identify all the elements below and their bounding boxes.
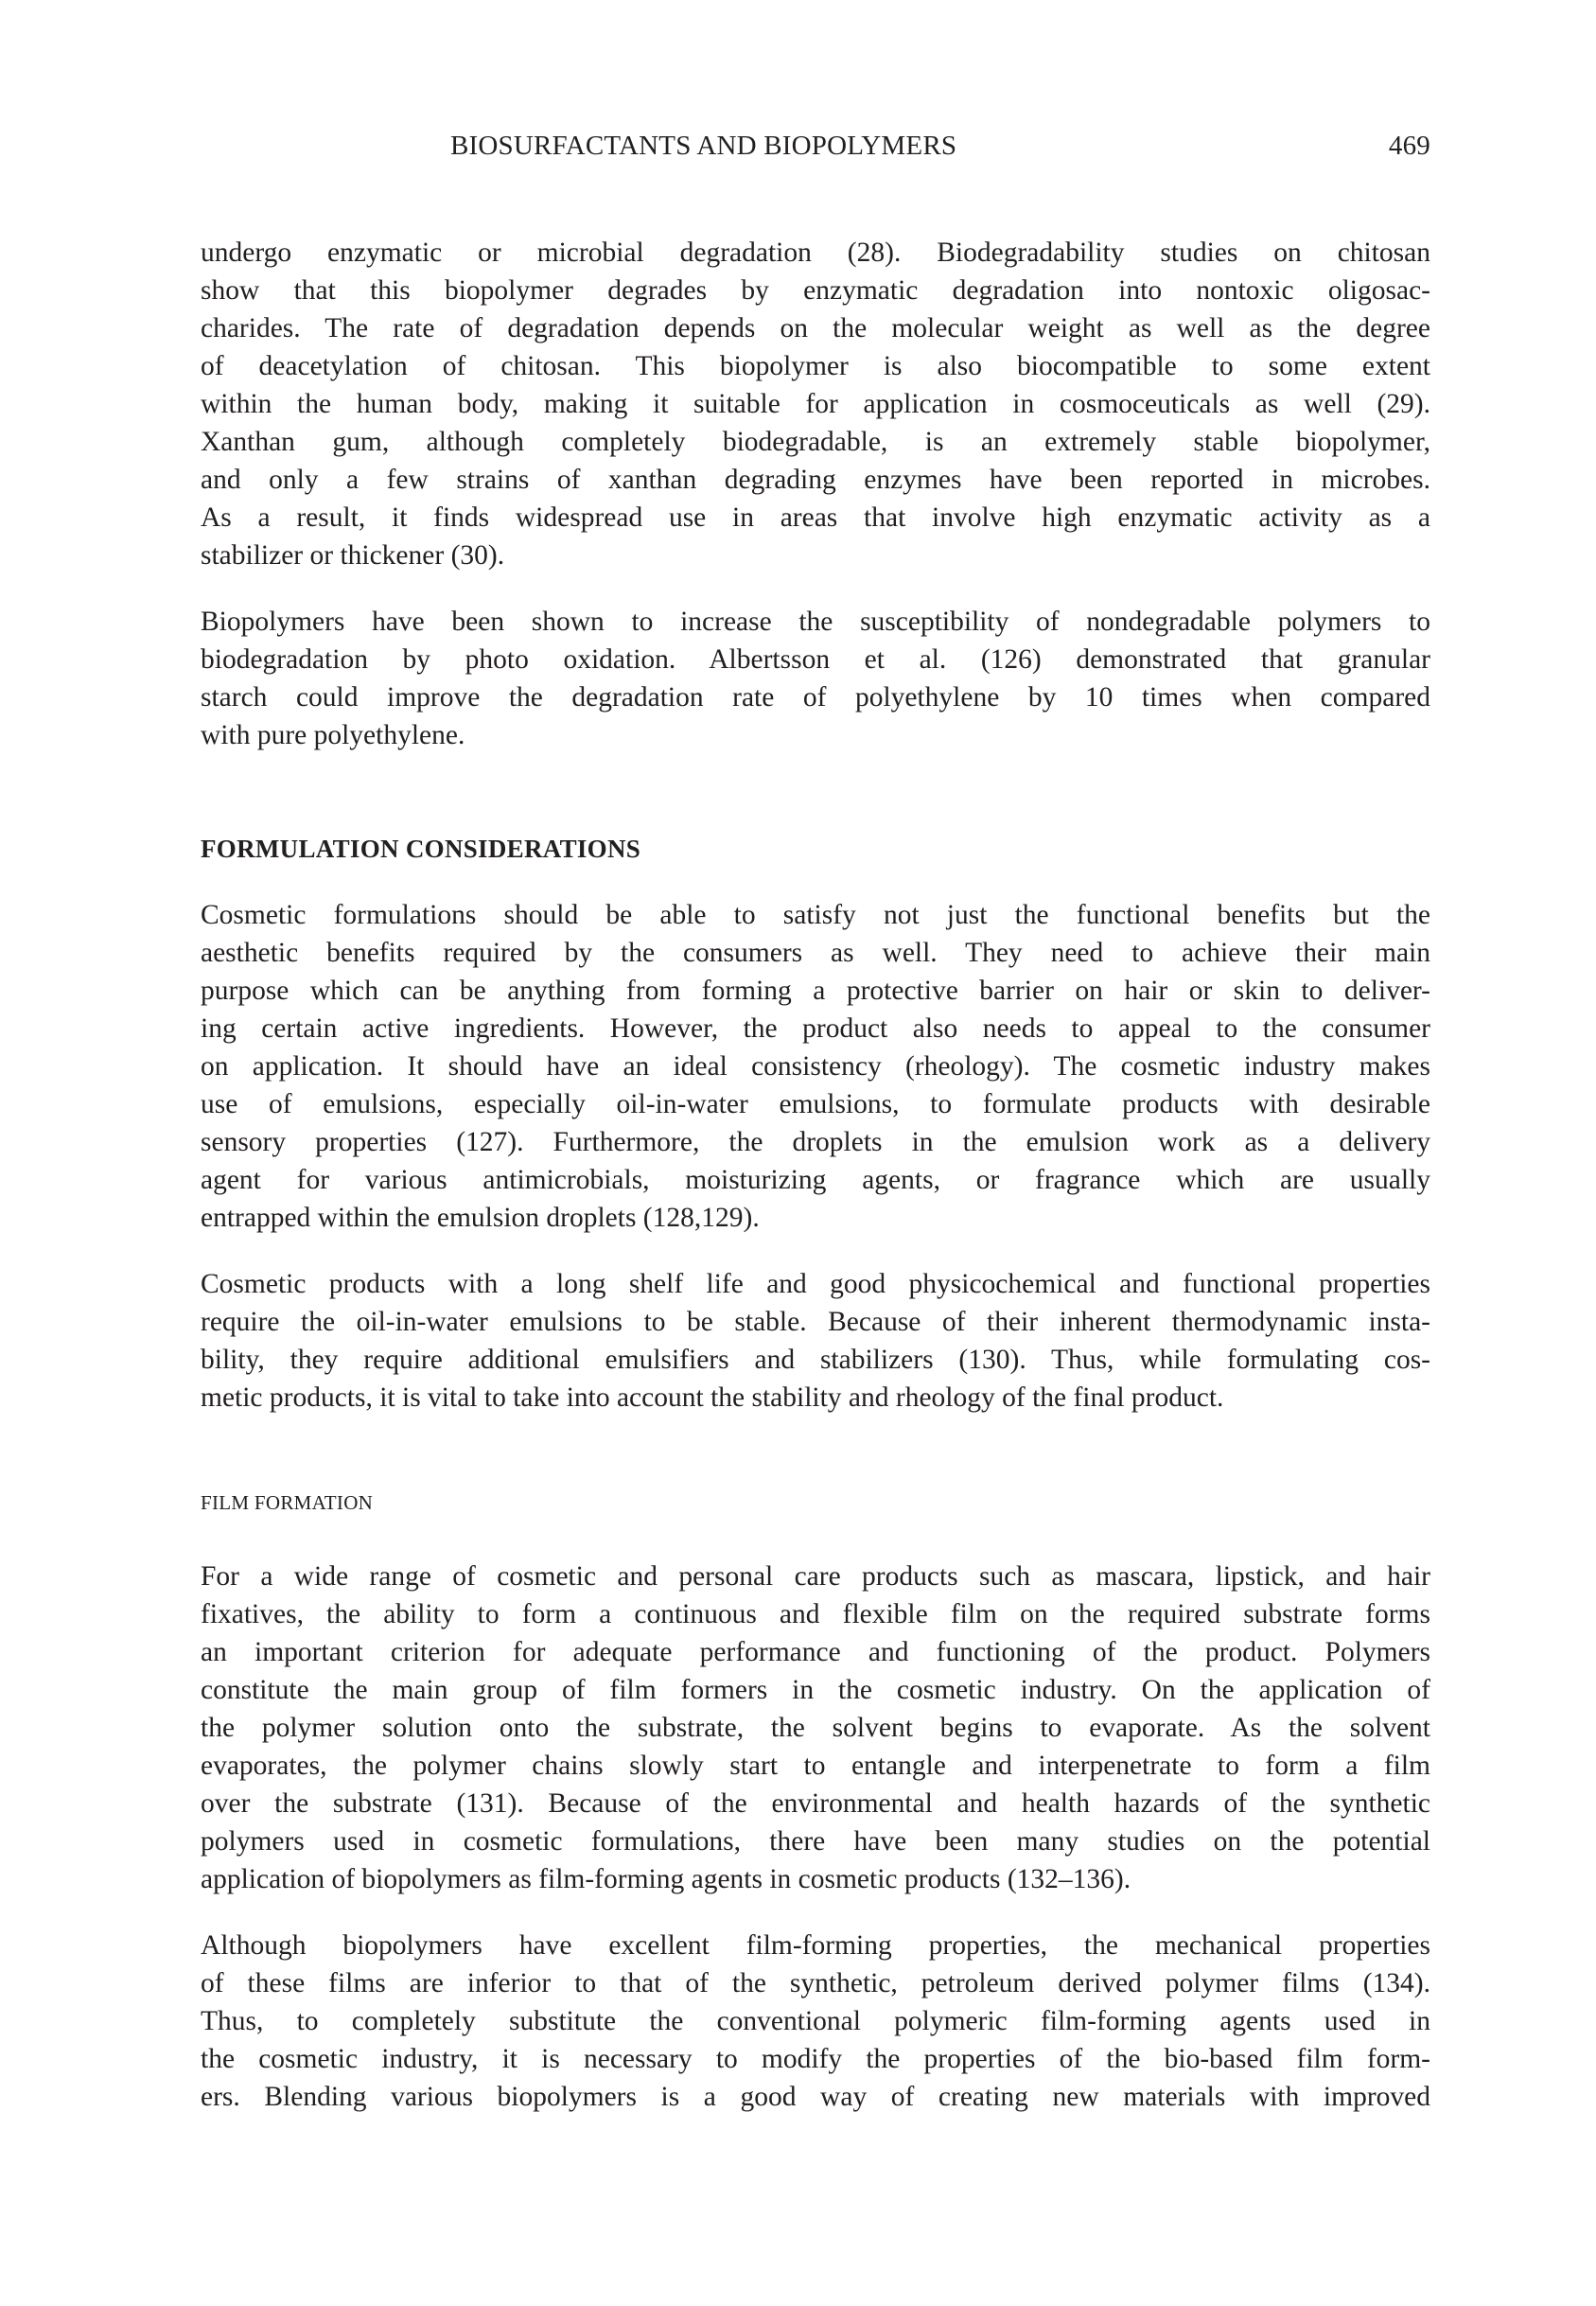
paragraph-emulsion-stability [201, 1265, 1430, 1417]
text-line: agent for various antimicrobials, moisturizing agents, or fragrance which are usually [201, 1165, 1430, 1195]
text-line: Biopolymers have been shown to increase the susceptibility of nondegradable polymers to [201, 607, 1430, 637]
text-line: show that this biopolymer degrades by enzymatic degradation into nontoxic oligosac- [201, 275, 1430, 306]
text-line: with pure polyethylene. [201, 720, 465, 750]
text-line: Thus, to completely substitute the conventional polymeric film-forming agents used in [201, 2006, 1430, 2036]
text-line: Although biopolymers have excellent film-forming properties, the mechanical properties [201, 1930, 1430, 1961]
text-line: on application. It should have an ideal consistency (rheology). The cosmetic industry makes [201, 1051, 1430, 1082]
text-line: metic products, it is vital to take into account the stability and rheology of the final product. [201, 1382, 1224, 1413]
section-heading: FORMULATION CONSIDERATIONS [201, 835, 641, 863]
text-line: biodegradation by photo oxidation. Albertsson et al. (126) demonstrated that granular [201, 644, 1430, 675]
text-line: starch could improve the degradation rate of polyethylene by 10 times when compared [201, 682, 1430, 713]
text-line: constitute the main group of film formers in the cosmetic industry. On the application of [201, 1675, 1430, 1705]
subsection-heading: FILM FORMATION [201, 1491, 374, 1514]
text-line: the polymer solution onto the substrate, the solvent begins to evaporate. As the solvent [201, 1713, 1430, 1743]
text-line: of deacetylation of chitosan. This biopolymer is also biocompatible to some extent [201, 351, 1430, 381]
running-head [201, 131, 1430, 168]
text-line: entrapped within the emulsion droplets (128,129). [201, 1203, 760, 1233]
text-line: ing certain active ingredients. However, the product also needs to appeal to the consumer [201, 1013, 1430, 1044]
text-line: the cosmetic industry, it is necessary to modify the properties of the bio-based film form- [201, 2044, 1430, 2074]
text-line: an important criterion for adequate performance and functioning of the product. Polymers [201, 1637, 1430, 1667]
text-line: purpose which can be anything from forming a protective barrier on hair or skin to deliver- [201, 976, 1430, 1006]
paragraph-photo-oxidation [201, 603, 1430, 754]
text-line: sensory properties (127). Furthermore, the droplets in the emulsion work as a delivery [201, 1127, 1430, 1157]
text-line: of these films are inferior to that of the synthetic, petroleum derived polymer films (134). [201, 1968, 1430, 1998]
page-number: 469 [1388, 131, 1430, 161]
text-line: bility, they require additional emulsifiers and stabilizers (130). Thus, while formulating cos- [201, 1345, 1430, 1375]
text-line: aesthetic benefits required by the consumers as well. They need to achieve their main [201, 938, 1430, 968]
text-line: polymers used in cosmetic formulations, there have been many studies on the potential [201, 1826, 1430, 1857]
text-line: For a wide range of cosmetic and personal care products such as mascara, lipstick, and hair [201, 1561, 1430, 1592]
text-line: Cosmetic formulations should be able to satisfy not just the functional benefits but the [201, 900, 1430, 930]
text-line: ers. Blending various biopolymers is a good way of creating new materials with improved [201, 2082, 1430, 2112]
running-head-title: BIOSURFACTANTS AND BIOPOLYMERS [450, 131, 957, 161]
paragraph-cosmetic-formulations [201, 896, 1430, 1237]
text-line: stabilizer or thickener (30). [201, 540, 505, 571]
text-line: within the human body, making it suitable for application in cosmoceuticals as well (29). [201, 389, 1430, 419]
text-line: fixatives, the ability to form a continuous and flexible film on the required substrate forms [201, 1599, 1430, 1629]
text-line: evaporates, the polymer chains slowly start to entangle and interpenetrate to form a film [201, 1751, 1430, 1781]
paragraph-chitosan-xanthan [201, 234, 1430, 574]
text-line: Xanthan gum, although completely biodegradable, is an extremely stable biopolymer, [201, 427, 1430, 457]
text-line: application of biopolymers as film-forming agents in cosmetic products (132–136). [201, 1864, 1131, 1894]
text-line: undergo enzymatic or microbial degradation (28). Biodegradability studies on chitosan [201, 238, 1430, 268]
text-line: Cosmetic products with a long shelf life and good physicochemical and functional properties [201, 1269, 1430, 1299]
paragraph-film-formation [201, 1558, 1430, 1898]
text-line: charides. The rate of degradation depends on the molecular weight as well as the degree [201, 313, 1430, 343]
paragraph-mechanical-properties [201, 1927, 1430, 2116]
text-line: over the substrate (131). Because of the environmental and health hazards of the synthetic [201, 1788, 1430, 1819]
text-line: As a result, it finds widespread use in areas that involve high enzymatic activity as a [201, 502, 1430, 533]
text-line: require the oil-in-water emulsions to be stable. Because of their inherent thermodynamic insta- [201, 1307, 1430, 1337]
text-line: use of emulsions, especially oil-in-water emulsions, to formulate products with desirable [201, 1089, 1430, 1119]
text-line: and only a few strains of xanthan degrading enzymes have been reported in microbes. [201, 465, 1430, 495]
